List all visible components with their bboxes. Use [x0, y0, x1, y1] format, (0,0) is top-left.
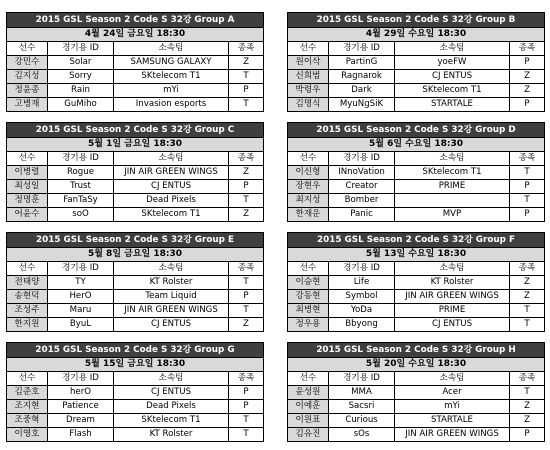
player-row: [288, 414, 545, 428]
player-id: Ragnarok: [329, 70, 395, 84]
group-title: 2015 GSL Season 2 Code S 32강 Group D: [288, 123, 545, 138]
player-race: P: [229, 290, 264, 304]
header-team: 소속팀: [395, 42, 510, 56]
player-race: T: [229, 428, 264, 442]
player-race: Z: [510, 84, 545, 98]
player-row: [288, 98, 545, 112]
player-row: [7, 318, 264, 332]
header-race: 종족: [510, 372, 545, 386]
player-name: 윤성원: [288, 386, 329, 400]
player-race: T: [510, 318, 545, 332]
player-team: yoeFW: [395, 56, 510, 70]
player-name: 이원표: [288, 414, 329, 428]
player-name: 신희범: [288, 70, 329, 84]
header-id: 경기용 ID: [329, 152, 395, 166]
player-race: P: [229, 180, 264, 194]
player-row: [288, 400, 545, 414]
player-name: 정윤종: [7, 84, 48, 98]
player-name: 최병현: [288, 304, 329, 318]
player-team: JIN AIR GREEN WINGS: [114, 304, 229, 318]
player-race: T: [510, 194, 545, 208]
player-name: 조지현: [7, 400, 48, 414]
player-team: CJ ENTUS: [395, 318, 510, 332]
header-player: 선수: [7, 372, 48, 386]
player-team: SKtelecom T1: [395, 84, 510, 98]
match-date: 4월 29일 수요일 18:30: [288, 28, 545, 42]
player-row: [288, 290, 545, 304]
player-row: [288, 180, 545, 194]
player-name: 전태양: [7, 276, 48, 290]
player-race: Z: [510, 290, 545, 304]
player-row: [288, 304, 545, 318]
match-date: 5월 8일 금요일 18:30: [7, 248, 264, 262]
player-name: 장현우: [288, 180, 329, 194]
header-race: 종족: [229, 262, 264, 276]
player-name: 송현덕: [7, 290, 48, 304]
group-f-table: [287, 232, 545, 332]
player-team: JIN AIR GREEN WINGS: [395, 428, 510, 442]
group-title: 2015 GSL Season 2 Code S 32강 Group A: [7, 13, 264, 28]
player-race: Z: [510, 70, 545, 84]
header-player: 선수: [7, 152, 48, 166]
header-team: 소속팀: [114, 372, 229, 386]
player-id: Sorry: [48, 70, 114, 84]
player-name: 이신형: [288, 166, 329, 180]
player-team: CJ ENTUS: [114, 318, 229, 332]
header-team: 소속팀: [114, 42, 229, 56]
player-race: Z: [229, 166, 264, 180]
player-name: 한지원: [7, 318, 48, 332]
player-row: [288, 70, 545, 84]
player-name: 김명식: [288, 98, 329, 112]
player-id: TY: [48, 276, 114, 290]
player-race: Z: [510, 400, 545, 414]
player-race: Z: [229, 318, 264, 332]
player-team: Dead Pixels: [114, 400, 229, 414]
player-row: [7, 208, 264, 222]
player-name: 어윤수: [7, 208, 48, 222]
player-id: PartinG: [329, 56, 395, 70]
player-name: 최지성: [288, 194, 329, 208]
player-row: [7, 290, 264, 304]
player-race: Z: [229, 208, 264, 222]
player-name: 김지성: [7, 70, 48, 84]
player-name: 김유진: [288, 428, 329, 442]
header-team: 소속팀: [395, 152, 510, 166]
player-race: Z: [510, 276, 545, 290]
player-name: 조중혁: [7, 414, 48, 428]
player-row: [7, 400, 264, 414]
player-id: Bbyong: [329, 318, 395, 332]
group-c-table: [6, 122, 264, 222]
player-race: T: [510, 386, 545, 400]
player-id: Maru: [48, 304, 114, 318]
header-id: 경기용 ID: [48, 262, 114, 276]
group-title: 2015 GSL Season 2 Code S 32강 Group B: [288, 13, 545, 28]
player-name: 이영호: [7, 428, 48, 442]
player-id: INnoVation: [329, 166, 395, 180]
group-title: 2015 GSL Season 2 Code S 32강 Group H: [288, 343, 545, 358]
player-row: [288, 428, 545, 442]
player-row: [288, 194, 545, 208]
player-race: P: [510, 180, 545, 194]
player-row: [288, 386, 545, 400]
player-race: T: [229, 276, 264, 290]
player-team: MVP: [395, 208, 510, 222]
player-id: Patience: [48, 400, 114, 414]
header-race: 종족: [510, 262, 545, 276]
player-race: P: [229, 400, 264, 414]
group-title: 2015 GSL Season 2 Code S 32강 Group C: [7, 123, 264, 138]
player-team: KT Rolster: [395, 276, 510, 290]
player-id: Sacsri: [329, 400, 395, 414]
player-race: T: [229, 70, 264, 84]
player-team: CJ ENTUS: [114, 180, 229, 194]
group-d-table: [287, 122, 545, 222]
player-row: [7, 386, 264, 400]
player-race: P: [229, 386, 264, 400]
player-race: T: [510, 304, 545, 318]
player-team: JIN AIR GREEN WINGS: [395, 290, 510, 304]
player-id: Panic: [329, 208, 395, 222]
player-id: Rogue: [48, 166, 114, 180]
player-row: [288, 56, 545, 70]
player-team: Team Liquid: [114, 290, 229, 304]
match-date: 5월 20일 수요일 18:30: [288, 358, 545, 372]
player-team: SAMSUNG GALAXY: [114, 56, 229, 70]
header-race: 종족: [510, 42, 545, 56]
player-row: [7, 56, 264, 70]
player-race: T: [229, 194, 264, 208]
player-id: Bomber: [329, 194, 395, 208]
player-race: T: [229, 304, 264, 318]
header-id: 경기용 ID: [329, 42, 395, 56]
player-id: GuMiho: [48, 98, 114, 112]
player-id: Rain: [48, 84, 114, 98]
player-team: Dead Pixels: [114, 194, 229, 208]
player-race: Z: [510, 414, 545, 428]
header-id: 경기용 ID: [329, 262, 395, 276]
player-id: herO: [48, 386, 114, 400]
player-race: T: [510, 166, 545, 180]
group-title: 2015 GSL Season 2 Code S 32강 Group E: [7, 233, 264, 248]
player-name: 강민수: [7, 56, 48, 70]
header-id: 경기용 ID: [48, 42, 114, 56]
player-id: Dream: [48, 414, 114, 428]
player-team: CJ ENTUS: [114, 386, 229, 400]
group-a-table: [6, 12, 264, 112]
player-race: P: [510, 428, 545, 442]
player-name: 강동현: [288, 290, 329, 304]
group-g-table: [6, 342, 264, 442]
player-id: Symbol: [329, 290, 395, 304]
header-race: 종족: [510, 152, 545, 166]
player-row: [7, 428, 264, 442]
group-title: 2015 GSL Season 2 Code S 32강 Group F: [288, 233, 545, 248]
match-date: 5월 1일 금요일 18:30: [7, 138, 264, 152]
player-id: YoDa: [329, 304, 395, 318]
player-id: FanTaSy: [48, 194, 114, 208]
player-race: P: [510, 56, 545, 70]
header-player: 선수: [7, 262, 48, 276]
player-row: [288, 318, 545, 332]
player-id: Trust: [48, 180, 114, 194]
header-id: 경기용 ID: [329, 372, 395, 386]
player-id: MyuNgSiK: [329, 98, 395, 112]
player-id: ByuL: [48, 318, 114, 332]
player-team: STARTALE: [395, 98, 510, 112]
player-id: Creator: [329, 180, 395, 194]
player-name: 정명훈: [7, 194, 48, 208]
player-team: mYi: [395, 400, 510, 414]
group-h-table: [287, 342, 545, 442]
player-team: mYi: [114, 84, 229, 98]
player-team: JIN AIR GREEN WINGS: [114, 166, 229, 180]
player-row: [7, 276, 264, 290]
group-title: 2015 GSL Season 2 Code S 32강 Group G: [7, 343, 264, 358]
player-name: 이승현: [288, 276, 329, 290]
player-row: [7, 166, 264, 180]
player-id: MMA: [329, 386, 395, 400]
match-date: 5월 15일 금요일 18:30: [7, 358, 264, 372]
header-id: 경기용 ID: [48, 152, 114, 166]
player-id: Life: [329, 276, 395, 290]
player-team: PRIME: [395, 180, 510, 194]
header-player: 선수: [288, 262, 329, 276]
player-team: CJ ENTUS: [395, 70, 510, 84]
player-team: PRIME: [395, 304, 510, 318]
player-team: SKtelecom T1: [114, 414, 229, 428]
player-name: 원이삭: [288, 56, 329, 70]
player-team: KT Rolster: [114, 276, 229, 290]
player-name: 이예훈: [288, 400, 329, 414]
player-race: P: [510, 98, 545, 112]
player-race: P: [510, 208, 545, 222]
player-row: [288, 276, 545, 290]
header-team: 소속팀: [114, 262, 229, 276]
player-team: [395, 194, 510, 208]
player-id: HerO: [48, 290, 114, 304]
player-name: 고병재: [7, 98, 48, 112]
header-race: 종족: [229, 42, 264, 56]
player-team: KT Rolster: [114, 428, 229, 442]
player-row: [288, 84, 545, 98]
match-date: 4월 24일 금요일 18:30: [7, 28, 264, 42]
player-race: Z: [229, 56, 264, 70]
player-name: 한재운: [288, 208, 329, 222]
match-date: 5월 13일 수요일 18:30: [288, 248, 545, 262]
player-team: SKtelecom T1: [114, 208, 229, 222]
header-race: 종족: [229, 152, 264, 166]
player-row: [7, 304, 264, 318]
player-team: Invasion esports: [114, 98, 229, 112]
player-team: Acer: [395, 386, 510, 400]
player-row: [7, 70, 264, 84]
player-race: T: [229, 98, 264, 112]
player-id: Curious: [329, 414, 395, 428]
player-row: [7, 414, 264, 428]
player-row: [7, 180, 264, 194]
player-race: T: [229, 414, 264, 428]
header-player: 선수: [288, 152, 329, 166]
player-name: 박령우: [288, 84, 329, 98]
header-race: 종족: [229, 372, 264, 386]
player-team: SKtelecom T1: [114, 70, 229, 84]
player-name: 조성주: [7, 304, 48, 318]
player-name: 최성일: [7, 180, 48, 194]
player-race: P: [229, 84, 264, 98]
header-team: 소속팀: [395, 262, 510, 276]
player-id: Dark: [329, 84, 395, 98]
header-player: 선수: [288, 372, 329, 386]
player-name: 김준호: [7, 386, 48, 400]
header-team: 소속팀: [114, 152, 229, 166]
header-team: 소속팀: [395, 372, 510, 386]
player-row: [7, 98, 264, 112]
group-e-table: [6, 232, 264, 332]
player-row: [7, 84, 264, 98]
player-team: SKtelecom T1: [395, 166, 510, 180]
header-player: 선수: [7, 42, 48, 56]
player-row: [288, 166, 545, 180]
player-team: STARTALE: [395, 414, 510, 428]
player-id: Flash: [48, 428, 114, 442]
player-id: soO: [48, 208, 114, 222]
player-name: 이병렬: [7, 166, 48, 180]
header-player: 선수: [288, 42, 329, 56]
player-id: Solar: [48, 56, 114, 70]
player-id: sOs: [329, 428, 395, 442]
player-row: [7, 194, 264, 208]
player-row: [288, 208, 545, 222]
match-date: 5월 6일 수요일 18:30: [288, 138, 545, 152]
player-name: 정우용: [288, 318, 329, 332]
group-b-table: [287, 12, 545, 112]
header-id: 경기용 ID: [48, 372, 114, 386]
